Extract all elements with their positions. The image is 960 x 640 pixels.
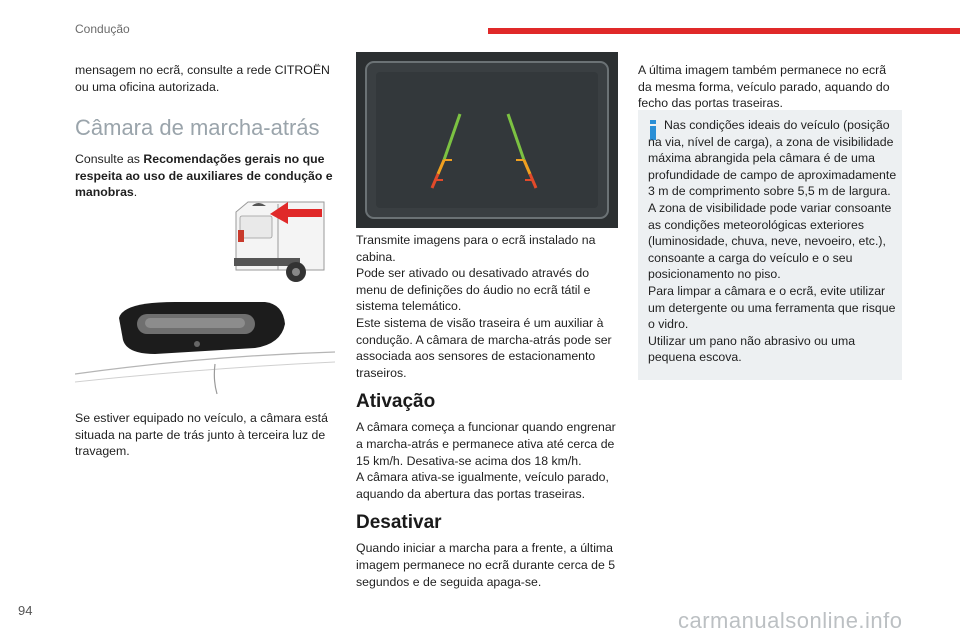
consult-prefix: Consulte as <box>75 152 144 167</box>
note-cloth-paragraph: Utilizar um pano não abrasivo ou uma pequena escova. <box>648 333 856 365</box>
activation-paragraph-1: A câmara começa a funcionar quando engrenar a marcha-atrás e permanece ativa até cerca de 15 km/h. Desativa-se acima dos 18 km/h. <box>356 420 616 468</box>
deactivate-heading: Desativar <box>356 512 442 534</box>
rear-camera-display-illustration <box>356 52 618 228</box>
activation-heading: Ativação <box>356 391 436 413</box>
note-visibility-paragraph: Nas condições ideais do veículo (posição na via, nível de carga), a zona de visibilidade máxima abrangida pela câmara é de uma profundidade de campo de aproximadamente 3 m de comprimento sobre 5,5 m de largura. <box>648 118 897 199</box>
settings-paragraph: Pode ser ativado ou desativado através do menu de definições do áudio no ecrã tátil e sistema telemático. <box>356 266 591 314</box>
rear-camera-closeup-illustration <box>75 296 335 406</box>
column-1 <box>75 62 337 201</box>
intro-paragraph: mensagem no ecrã, consulte a rede CITROËN ou uma oficina autorizada. <box>75 63 330 94</box>
info-note-text <box>648 117 898 366</box>
note-cleaning-paragraph: Para limpar a câmara e o ecrã, evite utilizar um detergente ou uma ferramenta que risque o vidro. <box>648 283 896 332</box>
page-number: 94 <box>18 603 33 618</box>
watermark: carmanualsonline.info <box>678 608 903 633</box>
van-rear-illustration <box>226 192 336 292</box>
activation-paragraph-2: A câmara ativa-se igualmente, veículo parado, aquando da abertura das portas traseiras. <box>356 470 609 501</box>
last-image-paragraph: A última imagem também permanece no ecrã da mesma forma, veículo parado, aquando do fecho das portas traseiras. <box>638 63 890 111</box>
consult-bold-link: Recomendações gerais no que respeita ao uso de auxiliares de condução e manobras <box>75 152 333 200</box>
column-2 <box>356 232 620 590</box>
header-accent-bar <box>488 28 960 34</box>
column-1-bottom <box>75 410 337 460</box>
note-conditions-paragraph: A zona de visibilidade pode variar consoante as condições meteorológicas exteriores (luminosidade, chuva, neve, nevoeiro, etc.), consoante a carga do veículo e o seu posicionamento no piso. <box>648 200 892 282</box>
transmit-paragraph: Transmite imagens para o ecrã instalado na cabina. <box>356 233 596 264</box>
aid-paragraph: Este sistema de visão traseira é um auxiliar à condução. A câmara de marcha-atrás pode ser associada aos sensores de estacionamento traseiros. <box>356 315 612 380</box>
running-head: Condução <box>75 22 130 36</box>
location-paragraph: Se estiver equipado no veículo, a câmara está situada na parte de trás junto à terceira luz de travagem. <box>75 411 328 459</box>
column-3 <box>638 62 901 112</box>
consult-suffix: . <box>133 185 138 200</box>
section-title: Câmara de marcha-atrás <box>75 115 320 141</box>
deactivate-paragraph: Quando iniciar a marcha para a frente, a última imagem permanece no ecrã durante cerca de 5 segundos e de seguida apaga-se. <box>356 541 616 589</box>
